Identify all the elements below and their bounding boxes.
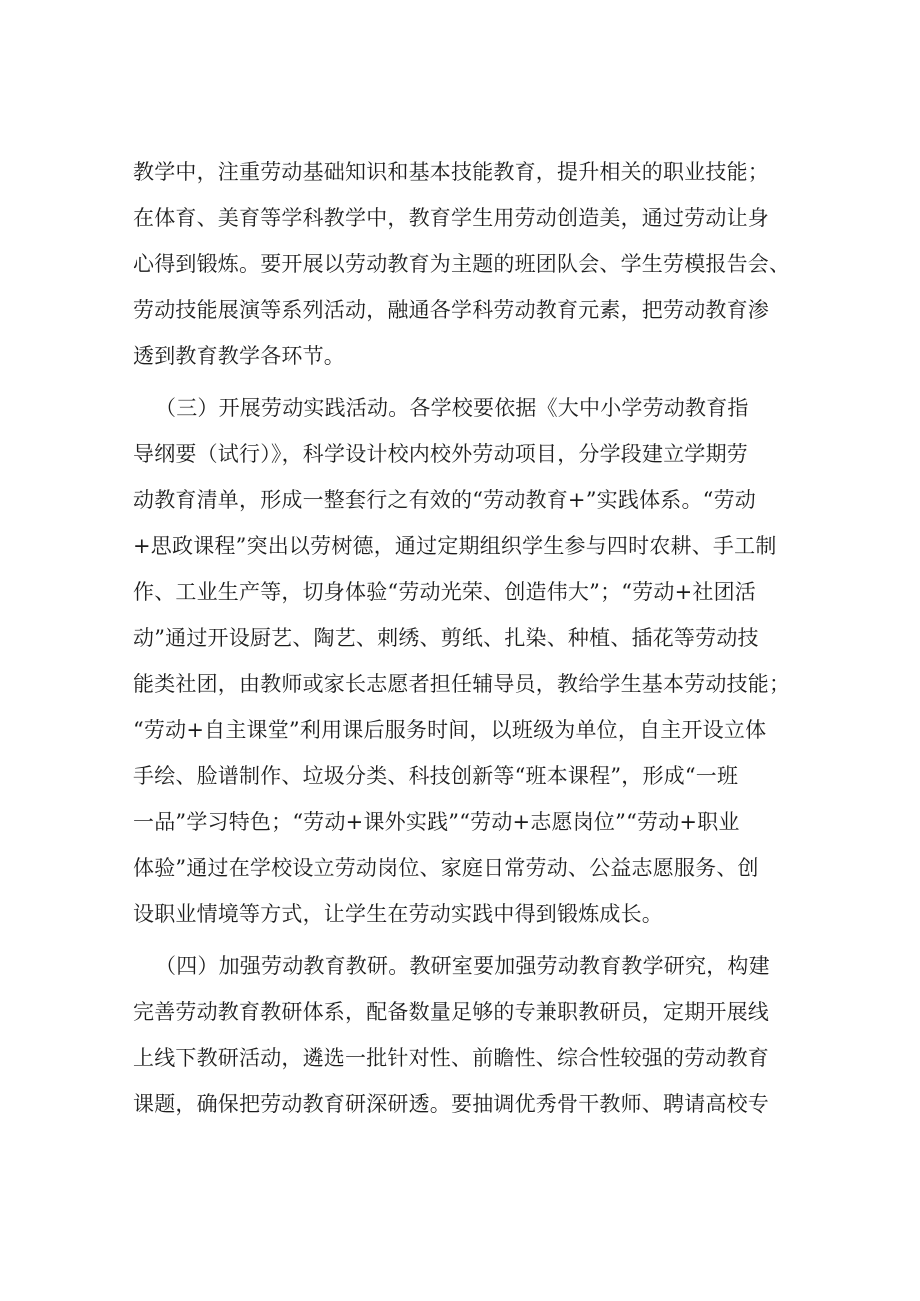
text-line: 在体育、美育等学科教学中，教育学生用劳动创造美，通过劳动让身 bbox=[133, 206, 769, 230]
text-line: +思政课程”突出以劳树德，通过定期组织学生参与四时农耕、手工制 bbox=[133, 534, 777, 558]
text-line: 导纲要（试行）》，科学设计校内校外劳动项目，分学段建立学期劳 bbox=[133, 442, 748, 466]
text-line: 课题，确保把劳动教育研深研透。要抽调优秀骨干教师、聘请高校专 bbox=[133, 1092, 769, 1116]
text-line: 透到教育教学各环节。 bbox=[133, 344, 345, 368]
section-heading-line: （四）加强劳动教育教研。教研室要加强劳动教育教学研究，构建 bbox=[155, 954, 770, 978]
text-line: 劳动技能展演等系列活动，融通各学科劳动教育元素，把劳动教育渗 bbox=[133, 298, 769, 322]
text-line: 一品”学习特色；“劳动+课外实践”“劳动+志愿岗位”“劳动+职业 bbox=[133, 810, 740, 834]
text-line: 体验”通过在学校设立劳动岗位、家庭日常劳动、公益志愿服务、创 bbox=[133, 856, 759, 880]
text-line: 设职业情境等方式，让学生在劳动实践中得到锻炼成长。 bbox=[133, 902, 663, 926]
text-line: 动”通过开设厨艺、陶艺、刺绣、剪纸、扎染、种植、插花等劳动技 bbox=[133, 626, 759, 650]
text-line: 上线下教研活动，遴选一批针对性、前瞻性、综合性较强的劳动教育 bbox=[133, 1046, 769, 1070]
text-line: 心得到锻炼。要开展以劳动教育为主题的班团队会、学生劳模报告会、 bbox=[133, 252, 791, 276]
text-line: 教学中，注重劳动基础知识和基本技能教育，提升相关的职业技能； bbox=[133, 160, 769, 184]
text-line: 完善劳动教育教研体系，配备数量足够的专兼职教研员，定期开展线 bbox=[133, 1000, 769, 1024]
text-line: 动教育清单，形成一整套行之有效的“劳动教育+”实践体系。“劳动 bbox=[133, 488, 757, 512]
text-line: 作、工业生产等，切身体验“劳动光荣、创造伟大”；“劳动+社团活 bbox=[133, 580, 757, 604]
section-heading-line: （三）开展劳动实践活动。各学校要依据《大中小学劳动教育指 bbox=[155, 396, 749, 420]
text-line: 能类社团，由教师或家长志愿者担任辅导员，教给学生基本劳动技能； bbox=[133, 672, 791, 696]
text-line: “劳动+自主课堂”利用课后服务时间，以班级为单位，自主开设立体 bbox=[133, 718, 767, 742]
text-line: 手绘、脸谱制作、垃圾分类、科技创新等“班本课程”，形成“一班 bbox=[133, 764, 739, 788]
